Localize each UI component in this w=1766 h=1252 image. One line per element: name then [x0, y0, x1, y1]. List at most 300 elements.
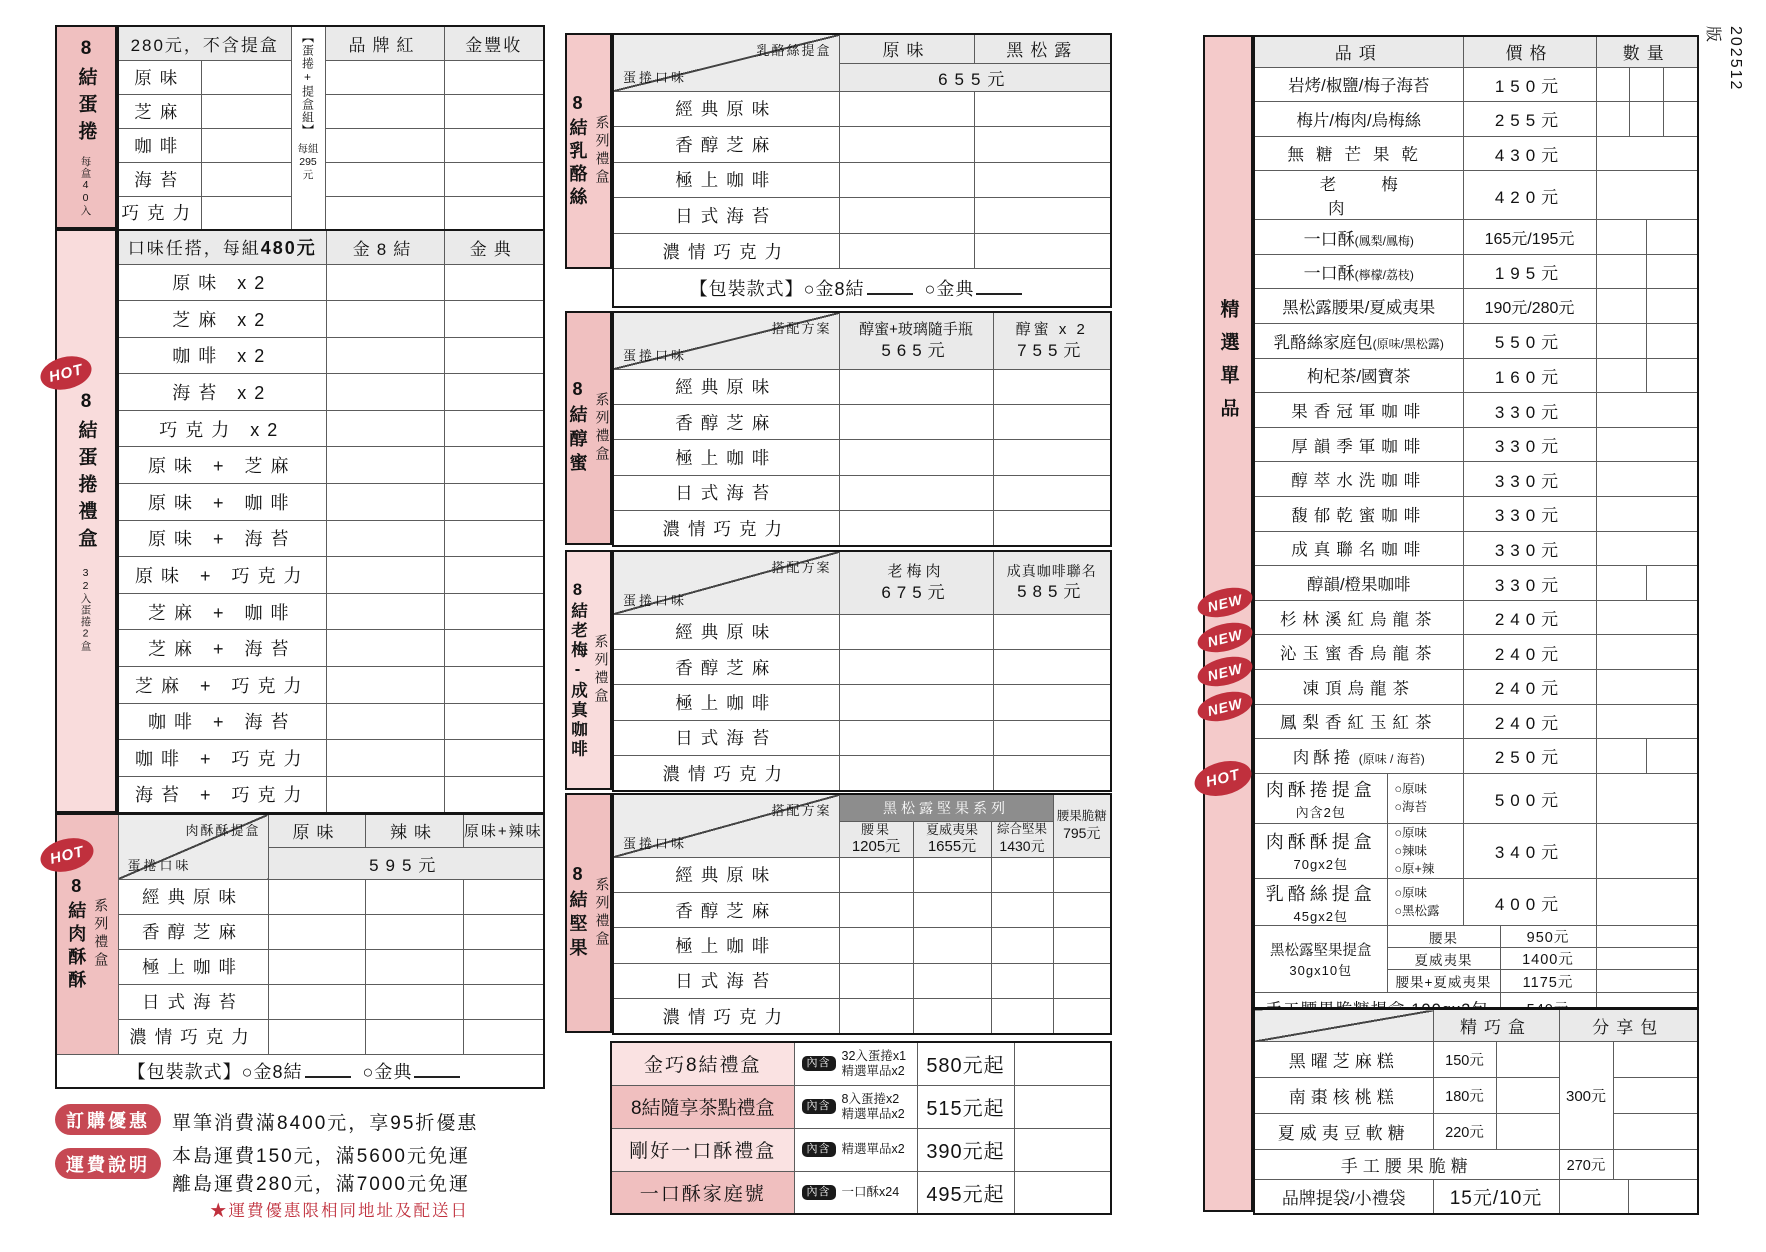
plum-series-table [612, 550, 1112, 792]
write-in-cell[interactable] [839, 928, 913, 963]
write-in-cell[interactable] [326, 667, 444, 704]
flavor-label: 香醇芝麻 [613, 892, 839, 927]
new-badge: NEW [1195, 583, 1256, 623]
write-in-cell[interactable] [993, 440, 1111, 475]
combo-label: 咖啡 x2 [118, 337, 326, 374]
flavor-label: 日式海苔 [613, 963, 839, 998]
qty-cell[interactable] [1496, 1114, 1559, 1150]
box-price: 340元 [1463, 823, 1596, 878]
qty-cell[interactable] [1596, 600, 1698, 635]
qty-cell[interactable] [1596, 670, 1698, 705]
combo-label: 芝麻 + 海苔 [118, 630, 326, 667]
write-in-cell[interactable] [201, 128, 291, 162]
honey-col1-header: 醇蜜+玻璃隨手瓶 565元 [839, 312, 993, 369]
sidebar-honey-series [565, 311, 612, 545]
combo-set-price: 每組 295 元 [297, 143, 319, 182]
write-in-cell[interactable] [444, 337, 544, 374]
new-badge: NEW [1195, 652, 1256, 692]
bag-price: 15元/10元 [1433, 1180, 1559, 1214]
giftbox-price: 515元起 [917, 1085, 1014, 1128]
item-name: 馥郁乾蜜咖啡 [1254, 497, 1463, 532]
write-in-cell[interactable] [1053, 857, 1111, 892]
plum-col2-header: 成真咖啡聯名 585元 [993, 551, 1111, 614]
write-in-cell[interactable] [365, 1019, 463, 1054]
write-in-cell[interactable] [444, 630, 544, 667]
sidebar-honey-title: 8結醇蜜 [567, 379, 588, 477]
porkfloss-price: 595元 [268, 847, 544, 879]
write-in-cell[interactable] [444, 520, 544, 557]
write-in-cell[interactable] [993, 475, 1111, 510]
sidebar-plum-sub: 系列禮盒 [593, 634, 610, 706]
col-header-spicy: 辣味 [365, 814, 463, 847]
col-header-gold-8: 金8結 [326, 230, 444, 264]
write-in-cell[interactable] [913, 857, 991, 892]
qty-cell[interactable] [1596, 773, 1698, 823]
write-in-cell[interactable] [444, 740, 544, 777]
sidebar-porkfloss-sub: 系列禮盒 [93, 898, 110, 971]
cashew-candy-price: 270元 [1559, 1150, 1613, 1180]
write-in-cell[interactable] [365, 984, 463, 1019]
combo-set-label: 【蛋捲+提盒組】 [300, 31, 315, 137]
item-price: 165元/195元 [1463, 220, 1596, 255]
write-in-cell[interactable] [365, 914, 463, 949]
write-in-cell[interactable] [326, 484, 444, 521]
write-in-cell[interactable] [993, 720, 1111, 755]
nut-variant-price: 1175元 [1500, 970, 1596, 993]
qty-cell[interactable] [1596, 635, 1698, 670]
flavor-label: 香醇芝麻 [118, 914, 268, 949]
qty-cell[interactable] [1613, 1078, 1698, 1114]
write-in-cell[interactable] [326, 703, 444, 740]
qty-cell[interactable] [1596, 823, 1698, 878]
write-in-cell[interactable] [326, 557, 444, 594]
item-name: 黑松露腰果/夏威夷果 [1254, 289, 1463, 324]
write-in-cell[interactable] [444, 60, 544, 94]
giftbox-price: 390元起 [917, 1128, 1014, 1171]
write-in-cell[interactable] [991, 892, 1053, 927]
pack-blank[interactable] [305, 1062, 351, 1078]
giftbox-contents: 內含 8入蛋捲x2 精選單品x2 [794, 1085, 917, 1128]
write-in-cell[interactable] [463, 1019, 544, 1054]
combo-label: 原味 + 巧克力 [118, 557, 326, 594]
qty-cell[interactable] [1496, 1078, 1559, 1114]
box-name: 肉酥酥提盒 70gx2包 [1254, 823, 1387, 878]
qty-cell[interactable] [1496, 1042, 1559, 1078]
combo-giftbox-table [610, 1041, 1112, 1215]
qty-cell[interactable] [1596, 254, 1698, 289]
qty-cell[interactable] [1596, 171, 1698, 220]
combo-label: 原味 + 芝麻 [118, 447, 326, 484]
sidebar-eggroll-title: 8結蛋捲 [75, 37, 97, 148]
item-name: 岩烤/椒鹽/梅子海苔 [1254, 67, 1463, 102]
write-in-cell[interactable] [839, 162, 974, 198]
sidebar-plum-title: 8結老梅-成真咖啡 [568, 580, 587, 760]
item-name: 果香冠軍咖啡 [1254, 393, 1463, 428]
item-name: 一口酥(鳳梨/鳳梅) [1254, 220, 1463, 255]
nut-col4-header: 腰果脆糖 795元 [1053, 794, 1111, 857]
item-name: 杉林溪紅烏龍茶 [1254, 600, 1463, 635]
item-price: 430元 [1463, 136, 1596, 171]
item-name: 成真聯名咖啡 [1254, 531, 1463, 566]
pack-option-gold8[interactable]: ○金8結 [803, 278, 865, 299]
giftbox-header: 口味任搭，每組480元 [118, 230, 326, 264]
combo-label: 原味 x2 [118, 264, 326, 301]
pack-blank[interactable] [867, 279, 913, 295]
write-in-cell[interactable] [326, 374, 444, 411]
write-in-cell[interactable] [839, 999, 913, 1034]
write-in-cell[interactable] [991, 999, 1053, 1034]
write-in-cell[interactable] [839, 127, 974, 163]
write-in-cell[interactable] [326, 776, 444, 813]
flavor-label: 日式海苔 [118, 984, 268, 1019]
sweets-table [1253, 1007, 1699, 1215]
pack-blank[interactable] [414, 1062, 460, 1078]
flavor-label: 經典原味 [613, 857, 839, 892]
qty-cell[interactable] [1596, 948, 1698, 970]
write-in-cell[interactable] [913, 963, 991, 998]
combo-label: 芝麻 x2 [118, 301, 326, 338]
qty-cell[interactable] [1596, 358, 1698, 393]
shipping-line-1: 本島運費150元，滿5600元免運 [172, 1146, 470, 1167]
write-in-cell[interactable] [463, 879, 544, 914]
col-header-price: 價格 [1463, 36, 1596, 67]
sidebar-nut-sub: 系列禮盒 [594, 877, 611, 949]
write-in-cell[interactable] [463, 949, 544, 984]
write-in-cell[interactable] [913, 928, 991, 963]
item-price: 150元 [1463, 67, 1596, 102]
item-name: 醇萃水洗咖啡 [1254, 462, 1463, 497]
flavor-label: 濃情巧克力 [613, 511, 839, 546]
write-in-cell[interactable] [201, 162, 291, 196]
write-in-cell[interactable] [365, 949, 463, 984]
giftbox-price: 495元起 [917, 1171, 1014, 1214]
flavor-label: 日式海苔 [613, 198, 839, 234]
write-in-cell[interactable] [326, 447, 444, 484]
cheese-series-table [612, 33, 1112, 308]
combo-label: 芝麻 + 咖啡 [118, 593, 326, 630]
sidebar-cheese-series [565, 33, 612, 269]
qty-cell[interactable] [1613, 1150, 1698, 1180]
flavor-label: 經典原味 [613, 369, 839, 404]
plum-col1-header: 老梅肉 675元 [839, 551, 993, 614]
qty-cell[interactable] [1596, 427, 1698, 462]
write-in-cell[interactable] [444, 593, 544, 630]
write-in-cell[interactable] [839, 720, 993, 755]
flavor-label: 日式海苔 [613, 475, 839, 510]
write-in-cell[interactable] [839, 511, 993, 546]
write-in-cell[interactable] [268, 879, 365, 914]
write-in-cell[interactable] [993, 369, 1111, 404]
write-in-cell[interactable] [993, 511, 1111, 546]
featured-items-table [1253, 35, 1699, 1026]
col-header-brand-red: 品牌紅 [325, 26, 444, 60]
item-name: 乳酪絲家庭包(原味/黑松露) [1254, 324, 1463, 359]
new-badge: NEW [1195, 618, 1256, 658]
packaging-style-row: 【包裝款式】○金8結 ○金典 [56, 1054, 544, 1088]
write-in-cell[interactable] [974, 198, 1111, 234]
write-in-cell[interactable] [444, 264, 544, 301]
write-in-cell[interactable] [839, 198, 974, 234]
col-header-mixed: 原味+辣味 [463, 814, 544, 847]
write-in-cell[interactable] [839, 857, 913, 892]
write-in-cell[interactable] [326, 264, 444, 301]
pack-option-classic[interactable]: ○金典 [924, 278, 975, 299]
write-in-cell[interactable] [268, 1019, 365, 1054]
combo-label: 咖啡 + 海苔 [118, 703, 326, 740]
hot-badge: HOT [37, 351, 95, 395]
sweet-price: 220元 [1433, 1114, 1496, 1150]
flavor-options[interactable]: ○原味 ○黑松露 [1387, 879, 1463, 926]
write-in-cell[interactable] [444, 703, 544, 740]
qty-cell[interactable] [1596, 739, 1698, 774]
write-in-cell[interactable] [325, 196, 444, 230]
write-in-cell[interactable] [993, 404, 1111, 439]
write-in-cell[interactable] [1014, 1171, 1111, 1214]
flavor-label: 巧克力 [118, 196, 201, 230]
item-price: 160元 [1463, 358, 1596, 393]
sidebar-featured-title: 精選單品 [1217, 299, 1239, 431]
giftbox-name: 8結隨享茶點禮盒 [611, 1085, 794, 1128]
write-in-cell[interactable] [839, 685, 993, 720]
write-in-cell[interactable] [974, 91, 1111, 127]
sweets-diagonal-header [1254, 1009, 1433, 1042]
sweet-name: 夏威夷豆軟糖 [1254, 1114, 1433, 1150]
write-in-cell[interactable] [326, 520, 444, 557]
qty-cell[interactable] [1596, 970, 1698, 993]
write-in-cell[interactable] [325, 94, 444, 128]
write-in-cell[interactable] [325, 128, 444, 162]
giftbox-name: 一口酥家庭號 [611, 1171, 794, 1214]
qty-cell[interactable] [1596, 531, 1698, 566]
qty-cell[interactable] [1596, 497, 1698, 532]
write-in-cell[interactable] [1053, 928, 1111, 963]
write-in-cell[interactable] [1014, 1042, 1111, 1085]
qty-cell[interactable] [1596, 289, 1698, 324]
honey-col2-header: 醇蜜 x 2 755元 [993, 312, 1111, 369]
combo-label: 巧克力 x2 [118, 410, 326, 447]
write-in-cell[interactable] [326, 337, 444, 374]
item-name: 老梅肉 [1254, 171, 1463, 220]
qty-cell[interactable] [1596, 67, 1698, 102]
flavor-label: 經典原味 [118, 879, 268, 914]
write-in-cell[interactable] [444, 410, 544, 447]
write-in-cell[interactable] [325, 60, 444, 94]
write-in-cell[interactable] [444, 162, 544, 196]
write-in-cell[interactable] [1053, 999, 1111, 1034]
cheese-diagonal-header: 乳酪絲提盒 蛋捲口味 [613, 34, 839, 91]
item-price: 330元 [1463, 531, 1596, 566]
write-in-cell[interactable] [974, 127, 1111, 163]
item-name: 梅片/梅肉/烏梅絲 [1254, 102, 1463, 137]
write-in-cell[interactable] [913, 892, 991, 927]
write-in-cell[interactable] [365, 879, 463, 914]
box-price: 500元 [1463, 773, 1596, 823]
contains-tag: 內含 [802, 1056, 836, 1071]
write-in-cell[interactable] [839, 614, 993, 649]
sidebar-honey-sub: 系列禮盒 [594, 392, 611, 464]
write-in-cell[interactable] [991, 857, 1053, 892]
qty-cell[interactable] [1596, 324, 1698, 359]
combo-label: 原味 + 咖啡 [118, 484, 326, 521]
flavor-label: 經典原味 [613, 91, 839, 127]
item-name: 厚韻季軍咖啡 [1254, 427, 1463, 462]
flavor-label: 濃情巧克力 [613, 999, 839, 1034]
write-in-cell[interactable] [913, 999, 991, 1034]
box-name: 肉酥捲提盒 內含2包 [1254, 773, 1387, 823]
sidebar-plum-series [565, 550, 612, 790]
write-in-cell[interactable] [268, 984, 365, 1019]
write-in-cell[interactable] [839, 475, 993, 510]
qty-cell[interactable] [1596, 462, 1698, 497]
item-name: 鳳梨香紅玉紅茶 [1254, 704, 1463, 739]
write-in-cell[interactable] [201, 94, 291, 128]
write-in-cell[interactable] [839, 892, 913, 927]
write-in-cell[interactable] [463, 984, 544, 1019]
write-in-cell[interactable] [993, 756, 1111, 791]
box-name: 黑松露堅果提盒 30gx10包 [1254, 926, 1387, 993]
cheese-price: 655元 [839, 63, 1111, 91]
flavor-label: 香醇芝麻 [613, 127, 839, 163]
write-in-cell[interactable] [201, 196, 291, 230]
write-in-cell[interactable] [1014, 1128, 1111, 1171]
col-header-petite-box: 精巧盒 [1433, 1009, 1559, 1042]
item-price: 240元 [1463, 670, 1596, 705]
write-in-cell[interactable] [444, 776, 544, 813]
qty-cell[interactable] [1613, 1114, 1698, 1150]
qty-cell[interactable] [1596, 879, 1698, 926]
giftbox-price: 580元起 [917, 1042, 1014, 1085]
flavor-label: 香醇芝麻 [613, 649, 839, 684]
hot-badge: HOT [37, 833, 97, 877]
col-header-original: 原味 [268, 814, 365, 847]
write-in-cell[interactable] [463, 914, 544, 949]
qty-cell[interactable] [1613, 1042, 1698, 1078]
write-in-cell[interactable] [268, 949, 365, 984]
write-in-cell[interactable] [1014, 1085, 1111, 1128]
shipping-line-2: 離島運費280元，滿7000元免運 [172, 1174, 470, 1195]
write-in-cell[interactable] [991, 928, 1053, 963]
shipping-note-red: ★運費優惠限相同地址及配送日 [210, 1202, 469, 1220]
write-in-cell[interactable] [444, 128, 544, 162]
write-in-cell[interactable] [444, 557, 544, 594]
flavor-options[interactable]: ○原味 ○辣味 ○原+辣 [1387, 823, 1463, 878]
nut-series-table [612, 793, 1112, 1035]
giftbox-table [117, 229, 545, 814]
nut-variant: 夏威夷果 [1387, 948, 1500, 970]
write-in-cell[interactable] [1053, 892, 1111, 927]
write-in-cell[interactable] [839, 440, 993, 475]
write-in-cell[interactable] [839, 233, 974, 269]
item-price: 330元 [1463, 427, 1596, 462]
giftbox-contents: 內含 一口酥x24 [794, 1171, 917, 1214]
write-in-cell[interactable] [444, 301, 544, 338]
sweet-price: 150元 [1433, 1042, 1496, 1078]
flavor-label: 極上咖啡 [613, 928, 839, 963]
pack-blank[interactable] [976, 279, 1022, 295]
flavor-label: 極上咖啡 [613, 440, 839, 475]
write-in-cell[interactable] [839, 404, 993, 439]
qty-cell[interactable] [1596, 566, 1698, 601]
qty-cell[interactable] [1596, 220, 1698, 255]
write-in-cell[interactable] [444, 374, 544, 411]
write-in-cell[interactable] [325, 162, 444, 196]
write-in-cell[interactable] [326, 593, 444, 630]
write-in-cell[interactable] [839, 963, 913, 998]
item-name: 枸杞茶/國寶茶 [1254, 358, 1463, 393]
flavor-label: 濃情巧克力 [118, 1019, 268, 1054]
write-in-cell[interactable] [326, 410, 444, 447]
write-in-cell[interactable] [326, 740, 444, 777]
nut-variant-price: 950元 [1500, 926, 1596, 948]
write-in-cell[interactable] [444, 447, 544, 484]
truffle-nut-band: 黑松露堅果系列 [839, 794, 1053, 821]
write-in-cell[interactable] [839, 756, 993, 791]
write-in-cell[interactable] [326, 630, 444, 667]
col-header-truffle: 黑松露 [974, 34, 1111, 63]
contains-tag: 內含 [802, 1185, 836, 1200]
write-in-cell[interactable] [1053, 963, 1111, 998]
col-header-gold-harvest: 金豐收 [444, 26, 544, 60]
write-in-cell[interactable] [444, 484, 544, 521]
combo-label: 芝麻 + 巧克力 [118, 667, 326, 704]
write-in-cell[interactable] [839, 91, 974, 127]
item-price: 190元/280元 [1463, 289, 1596, 324]
write-in-cell[interactable] [444, 94, 544, 128]
sidebar-nut-title: 8結堅果 [567, 864, 588, 962]
write-in-cell[interactable] [444, 667, 544, 704]
nut-col2-header: 夏威夷果 1655元 [913, 821, 991, 857]
write-in-cell[interactable] [991, 963, 1053, 998]
write-in-cell[interactable] [444, 196, 544, 230]
qty-cell[interactable] [1596, 102, 1698, 137]
write-in-cell[interactable] [974, 233, 1111, 269]
flavor-label: 極上咖啡 [118, 949, 268, 984]
write-in-cell[interactable] [993, 649, 1111, 684]
write-in-cell[interactable] [201, 60, 291, 94]
qty-cell[interactable] [1559, 1180, 1698, 1214]
write-in-cell[interactable] [993, 614, 1111, 649]
qty-cell[interactable] [1596, 704, 1698, 739]
flavor-label: 極上咖啡 [613, 162, 839, 198]
share-pack-price: 300元 [1559, 1042, 1613, 1150]
order-discount-badge: 訂購優惠 [55, 1104, 161, 1135]
giftbox-name: 剛好一口酥禮盒 [611, 1128, 794, 1171]
qty-cell[interactable] [1596, 393, 1698, 428]
item-price: 330元 [1463, 566, 1596, 601]
write-in-cell[interactable] [839, 369, 993, 404]
nut-variant-price: 1400元 [1500, 948, 1596, 970]
item-name: 一口酥(檸檬/荔枝) [1254, 254, 1463, 289]
honey-series-table [612, 311, 1112, 547]
item-price: 330元 [1463, 462, 1596, 497]
giftbox-contents: 內含 32入蛋捲x1 精選單品x2 [794, 1042, 917, 1085]
qty-cell[interactable] [1596, 136, 1698, 171]
pack-option-classic[interactable]: ○金典 [362, 1061, 413, 1082]
col-header-original: 原味 [839, 34, 974, 63]
combo-set-note [291, 26, 325, 230]
write-in-cell[interactable] [993, 685, 1111, 720]
bag-name: 品牌提袋/小禮袋 [1254, 1180, 1433, 1214]
write-in-cell[interactable] [268, 914, 365, 949]
flavor-options[interactable]: ○原味 ○海苔 [1387, 773, 1463, 823]
write-in-cell[interactable] [974, 162, 1111, 198]
pack-option-gold8[interactable]: ○金8結 [241, 1061, 303, 1082]
qty-cell[interactable] [1596, 926, 1698, 948]
box-price: 400元 [1463, 879, 1596, 926]
nut-variant: 腰果+夏威夷果 [1387, 970, 1500, 993]
write-in-cell[interactable] [839, 649, 993, 684]
write-in-cell[interactable] [326, 301, 444, 338]
